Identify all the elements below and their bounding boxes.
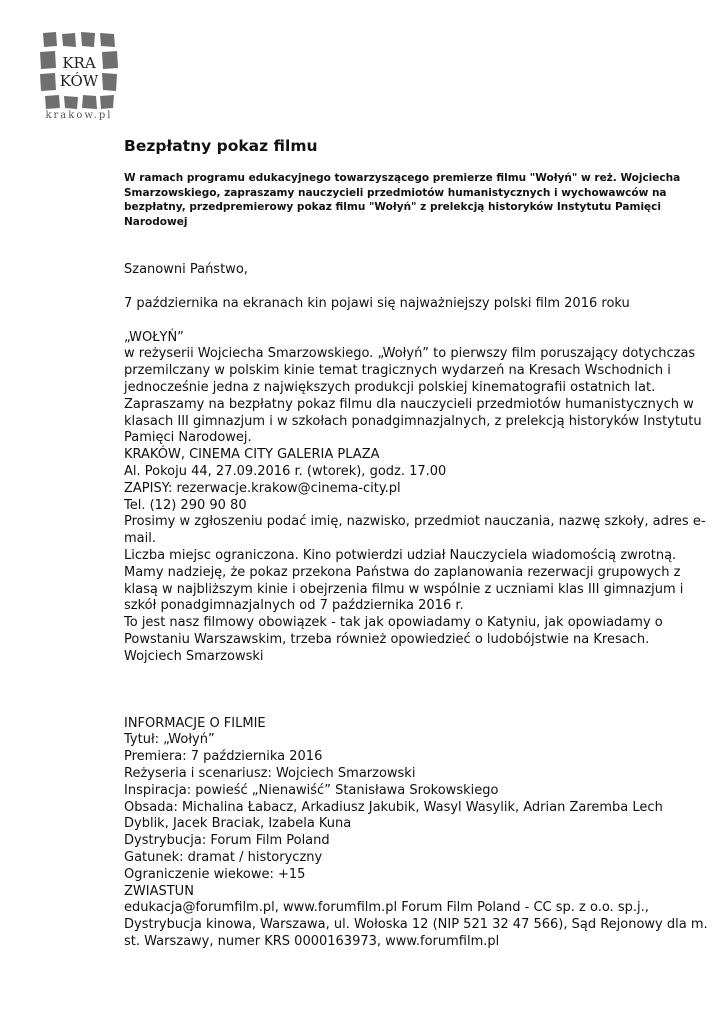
film-info-genre: Gatunek: dramat / historyczny [124,849,323,865]
film-title: „WOŁYŃ” [124,329,184,345]
logo-text-line1: KRA [62,54,96,72]
phone-number: Tel. (12) 290 90 80 [124,497,247,513]
registration-email: ZAPISY: rezerwacje.krakow@cinema-city.pl [124,480,401,496]
venue-address: Al. Pokoju 44, 27.09.2016 r. (wtorek), godz. 17.00 [124,463,447,479]
logo-tile [40,51,56,69]
signature: Wojciech Smarzowski [124,648,264,664]
film-info-trailer: ZWIASTUN [124,883,194,899]
film-info-inspiration: Inspiracja: powieść „Nienawiść” Stanisława Srokowskiego [124,782,499,798]
krakow-logo [36,30,122,124]
venue: KRAKÓW, CINEMA CITY GALERIA PLAZA [124,447,380,463]
page-title: Bezpłatny pokaz filmu [124,137,318,155]
document-body [124,137,710,951]
logo-tile [100,33,115,47]
logo-text-line2: KÓW [59,72,99,90]
lead-paragraph: W ramach programu edukacyjnego towarzyszącego premierze filmu "Wołyń" w reż. Wojciecha Smarzowskiego, zapraszamy nauczycieli przedmiotów humanistycznych i wychowawców na bezpłatny, przedpremierowy pokaz filmu "Wołyń" z prelekcją historyków Instytutu Pamięci Narodowej [124,172,681,228]
seats-limited-note: Liczba miejsc ograniczona. Kino potwierdzi udział Nauczyciela wiadomością zwrotną. [124,547,677,563]
invitation-paragraph: Zapraszamy na bezpłatny pokaz filmu dla nauczycieli przedmiotów humanistycznych w klasach III gimnazjum i w szkołach ponadgimnazjalnych, z prelekcją historyków Instytutu Pamięci Narodowej. [124,396,702,446]
logo-tile [43,32,57,47]
film-info-age-limit: Ograniczenie wiekowe: +15 [124,866,306,882]
logo-tile [100,95,114,109]
greeting: Szanowni Państwo, [124,262,248,277]
film-info-distribution: Dystrybucja: Forum Film Poland [124,833,330,849]
film-info-heading: INFORMACJE O FILMIE [124,715,266,731]
film-description: w reżyserii Wojciecha Smarzowskiego. „Wołyń” to pierwszy film poruszający dotychczas przemilczany w polskim kinie temat tragicznych wydarzeń na Kresach Wschodnich i jednocześnie jedna z największych produkcji polskiej kinematografii ostatnich lat. [124,346,696,395]
logo-tile [82,95,97,109]
intro-paragraph: 7 października na ekranach kin pojawi się najważniejszy polski film 2016 roku [124,295,630,311]
logo-tile [62,33,76,47]
film-info-premiere: Premiera: 7 października 2016 [124,749,323,765]
logo-tile [45,95,60,109]
film-info-title: Tytuł: „Wołyń” [124,732,215,748]
registration-instructions: Prosimy w zgłoszeniu podać imię, nazwisko, przedmiot nauczania, nazwę szkoły, adres e-mail. [124,514,706,547]
logo-tile [102,51,118,69]
letter [124,229,710,951]
logo-tile [40,73,56,91]
logo-tile [64,96,78,109]
film-info-director: Reżyseria i scenariusz: Wojciech Smarzowski [124,765,416,781]
director-quote: To jest nasz filmowy obowiązek - tak jak opowiadamy o Katyniu, jak opowiadamy o Powstaniu Warszawskim, trzeba również opowiedzieć o ludobójstwie na Kresach. [124,615,663,647]
logo-caption: krakow.pl [45,110,113,121]
distributor-contact: edukacja@forumfilm.pl, www.forumfilm.pl Forum Film Poland - CC sp. z o.o. sp.j., Dystrybucja kinowa, Warszawa, ul. Wołoska 12 (NIP 521 32 47 566), Sąd Rejonowy dla m. st. Warszawy, numer KRS 0000163973, www.forumfilm.pl [124,900,708,949]
logo-tile [102,73,117,91]
film-info-cast: Obsada: Michalina Łabacz, Arkadiusz Jakubik, Wasyl Wasylik, Adrian Zaremba Lech Dyblik, Jacek Braciak, Izabela Kuna [124,799,663,832]
logo-tile [81,32,95,47]
krakow-logo-graphic [36,30,122,110]
hope-paragraph: Mamy nadzieję, że pokaz przekona Państwa do zaplanowania rezerwacji grupowych z klasą w najbliższym kinie i obejrzenia filmu w wspólnie z uczniami klas III gimnazjum i szkół ponadgimnazjalnych od 7 października 2016 r. [124,564,684,614]
